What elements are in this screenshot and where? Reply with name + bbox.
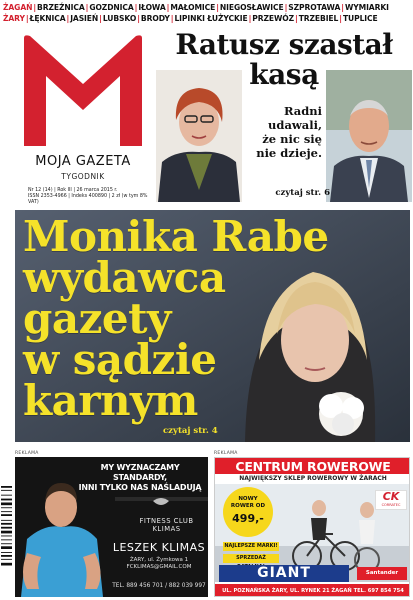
ratusz-headline[interactable]: Ratusz szastał kasą [175, 28, 393, 91]
town-separator: | [137, 14, 140, 23]
man-portrait-photo [326, 70, 412, 202]
town-name[interactable]: PRZEWÓZ [252, 14, 295, 23]
new-bike-price-badge [223, 487, 273, 537]
fitness-club-line-1: FITNESS CLUB [139, 517, 194, 525]
ratusz-deck [246, 104, 322, 160]
town-name[interactable]: ŻARY [3, 14, 25, 23]
town-separator: | [295, 14, 298, 23]
masthead [14, 30, 152, 198]
town-separator: | [99, 14, 102, 23]
ad-label-right: REKLAMA [214, 451, 238, 456]
towns-row-2 [3, 13, 409, 24]
issue-info [28, 188, 152, 207]
issue-line-2: ISSN 2353-4966 | Indeks 400890 | 2 zł (w tym 8% VAT) [28, 194, 148, 206]
main-read-more-link[interactable]: czytaj str. 4 [163, 426, 218, 436]
town-separator: | [166, 3, 170, 12]
fitness-phone[interactable]: TEL. 889 456 701 / 882 039 997 [112, 583, 206, 589]
issue-line-1: Nr 12 (14) | Rok III | 26 marca 2015 r. [28, 188, 118, 193]
town-name[interactable]: NIEGOSŁAWICE [219, 3, 284, 12]
town-name[interactable]: ŻAGAŃ [3, 3, 33, 12]
towns-row-1 [3, 2, 409, 13]
woman-portrait-illustration [156, 70, 242, 202]
town-name[interactable]: IŁOWA [138, 3, 166, 12]
bike-shop-address[interactable]: UL. POZNAŃSKA ŻARY, UL. RYNEK 21 ŻAGAŃ TEL. 697 854 754 [215, 584, 410, 597]
giant-logo: GIANT [219, 565, 349, 582]
fitness-owner-name: LESZEK KLIMAS [112, 541, 206, 554]
badge-text [223, 496, 273, 509]
main-story [15, 210, 410, 442]
woman-portrait-photo [156, 70, 242, 202]
badge-line-2: ROWER OD [230, 502, 266, 509]
main-headline-line-3: gazety [23, 294, 171, 343]
bike-shop-subtitle: NAJWIĘKSZY SKLEP ROWEROWY W ŻARACH [239, 475, 387, 482]
town-separator: | [33, 3, 37, 12]
town-separator: | [248, 14, 252, 23]
brand-name: MOJA GAZETA [35, 154, 131, 169]
fitness-slogan-line-2: INNI TYLKO NAS NAŚLADUJĄ [78, 483, 202, 492]
town-name[interactable]: LIPINKI ŁUŻYCKIE [174, 14, 248, 23]
corratec-logo [375, 490, 407, 510]
towns-bar [0, 0, 413, 26]
bike-shop-title: CENTRUM ROWEROWE [215, 458, 410, 474]
town-separator: | [339, 14, 342, 23]
fitness-club-line-2: KLIMAS [152, 525, 181, 533]
town-name[interactable]: JASIEŃ [70, 14, 99, 23]
badge-price: 499,- [232, 512, 264, 525]
promo-installments: SPRZEDAŻ [223, 554, 279, 563]
deck-line-1: Radni [283, 104, 322, 118]
town-name[interactable]: LUBSKO [102, 14, 137, 23]
town-name[interactable]: GOZDNICA [89, 3, 134, 12]
town-name[interactable]: TRZEBIEL [298, 14, 339, 23]
deck-line-4: nie dzieje. [256, 146, 322, 160]
barcode-icon [0, 484, 13, 594]
fitness-slogan [75, 463, 205, 493]
fitness-club-name [129, 517, 204, 533]
moja-gazeta-logo [20, 32, 146, 148]
town-separator: | [170, 14, 174, 23]
fitness-slogan-line-1: MY WYZNACZAMY STANDARDY, [100, 463, 180, 482]
town-separator: | [216, 3, 219, 12]
fitness-address-line-1: ŻARY, ul. Żymkowa 1 [129, 557, 189, 563]
deck-line-2: udawali, [268, 118, 322, 132]
santander-logo: Santander [357, 567, 407, 580]
town-separator: | [66, 14, 70, 23]
town-separator: | [341, 3, 344, 12]
badge-line-1: NOWY [238, 496, 258, 502]
town-name[interactable]: MAŁOMICE [170, 3, 216, 12]
bike-shop-ad[interactable] [214, 457, 410, 597]
man-portrait-illustration [326, 70, 412, 202]
deck-line-3: że nic się [262, 132, 322, 146]
town-name[interactable]: ŁĘKNICA [29, 14, 66, 23]
ratusz-read-more-link[interactable]: czytaj str. 6 [275, 188, 330, 198]
fitness-email[interactable]: FCKLIMAS@GMAIL.COM [126, 564, 192, 570]
main-headline-line-4: w sądzie [23, 335, 217, 384]
town-separator: | [85, 3, 89, 12]
town-name[interactable]: SZPROTAWA [288, 3, 341, 12]
main-headline-line-5: karnym [23, 376, 198, 425]
main-headline-line-2: wydawca [23, 253, 226, 302]
ad-label-left: REKLAMA [15, 451, 39, 456]
edition-label: TYGODNIK [61, 172, 105, 181]
town-name[interactable]: BRZEŹNICA [37, 3, 85, 12]
town-separator: | [134, 3, 138, 12]
main-headline[interactable] [23, 212, 343, 425]
town-name[interactable]: BRODY [140, 14, 170, 23]
promo-best-brands: NAJLEPSZE MARKI! [224, 543, 278, 549]
corratec-mark: CK [382, 490, 400, 503]
fitness-club-ad[interactable] [15, 457, 208, 597]
town-name[interactable]: WYMIARKI [344, 3, 389, 12]
town-separator: | [284, 3, 288, 12]
town-separator: | [25, 14, 29, 23]
fitness-address [111, 557, 207, 571]
corratec-name: CORRATEC [381, 503, 401, 507]
main-headline-line-1: Monika Rabe [23, 212, 329, 261]
town-name[interactable]: TUPLICE [342, 14, 378, 23]
